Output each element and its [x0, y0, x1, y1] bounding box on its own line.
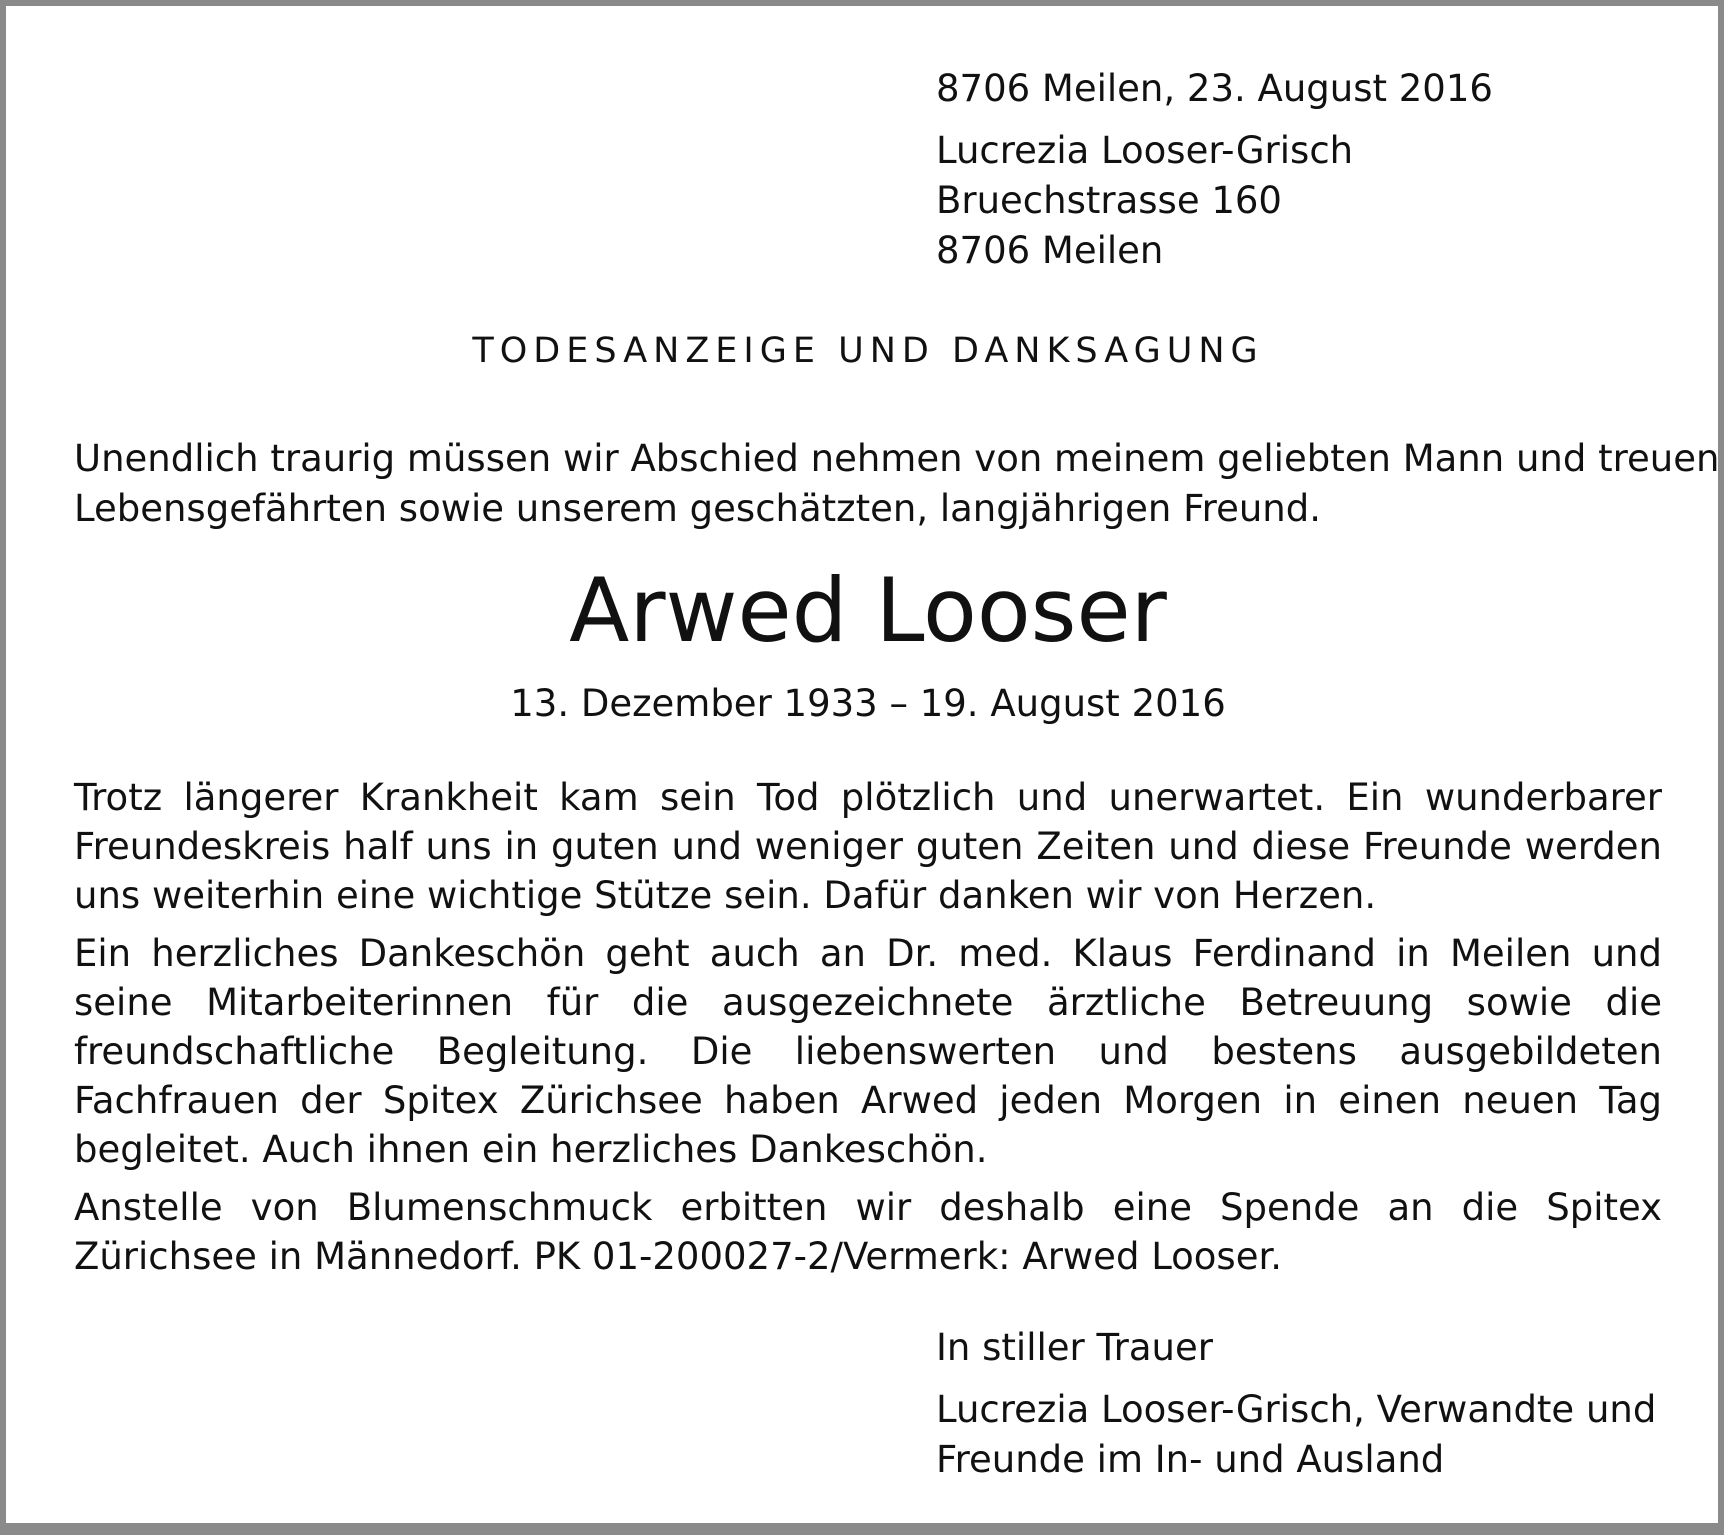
sender-block	[936, 64, 1493, 276]
intro-line-2: Lebensgefährten sowie unserem geschätzten, langjährigen Freund.	[74, 487, 1321, 530]
mourners-line-1: Lucrezia Looser-Grisch, Verwandte und	[936, 1388, 1657, 1431]
paragraph-gratitude-care: Ein herzliches Dankeschön geht auch an Dr. med. Klaus Ferdinand in Meilen und seine Mitarbeiterinnen für die ausgezeichnete ärztliche Betreuung sowie die freundschaftliche Begleitung. Die liebenswerten und bestens ausgebildeten Fachfrauen der Spitex Zürichsee haben Arwed jeden Morgen in einen neuen Tag begleitet. Auch ihnen ein herzliches Dankeschön.	[74, 932, 1662, 1171]
closing-block	[936, 1323, 1656, 1485]
sender-name: Lucrezia Looser-Grisch	[936, 129, 1354, 172]
place-date: 8706 Meilen, 23. August 2016	[936, 67, 1493, 110]
intro-line-1: Unendlich traurig müssen wir Abschied nehmen von meinem geliebten Mann und treuen	[74, 437, 1720, 480]
paragraph-gratitude-friends: Trotz längerer Krankheit kam sein Tod plötzlich und unerwartet. Ein wunderbarer Freundeskreis half uns in guten und weniger guten Zeiten und diese Freunde werden uns weiterhin eine wichtige Stütze sein. Dafür danken wir von Herzen.	[74, 776, 1662, 917]
intro-text	[74, 434, 1720, 534]
closing-phrase: In stiller Trauer	[936, 1326, 1213, 1369]
body-text	[74, 773, 1662, 1290]
sender-street: Bruechstrasse 160	[936, 179, 1282, 222]
notice-heading: TODESANZEIGE UND DANKSAGUNG	[472, 331, 1264, 371]
deceased-name: Arwed Looser	[569, 559, 1167, 662]
life-dates: 13. Dezember 1933 – 19. August 2016	[510, 682, 1226, 725]
paragraph-donation: Anstelle von Blumenschmuck erbitten wir deshalb eine Spende an die Spitex Zürichsee in Männedorf. PK 01-200027-2/Vermerk: Arwed Looser.	[74, 1186, 1662, 1278]
sender-city: 8706 Meilen	[936, 229, 1164, 272]
mourners-line-2: Freunde im In- und Ausland	[936, 1438, 1445, 1481]
